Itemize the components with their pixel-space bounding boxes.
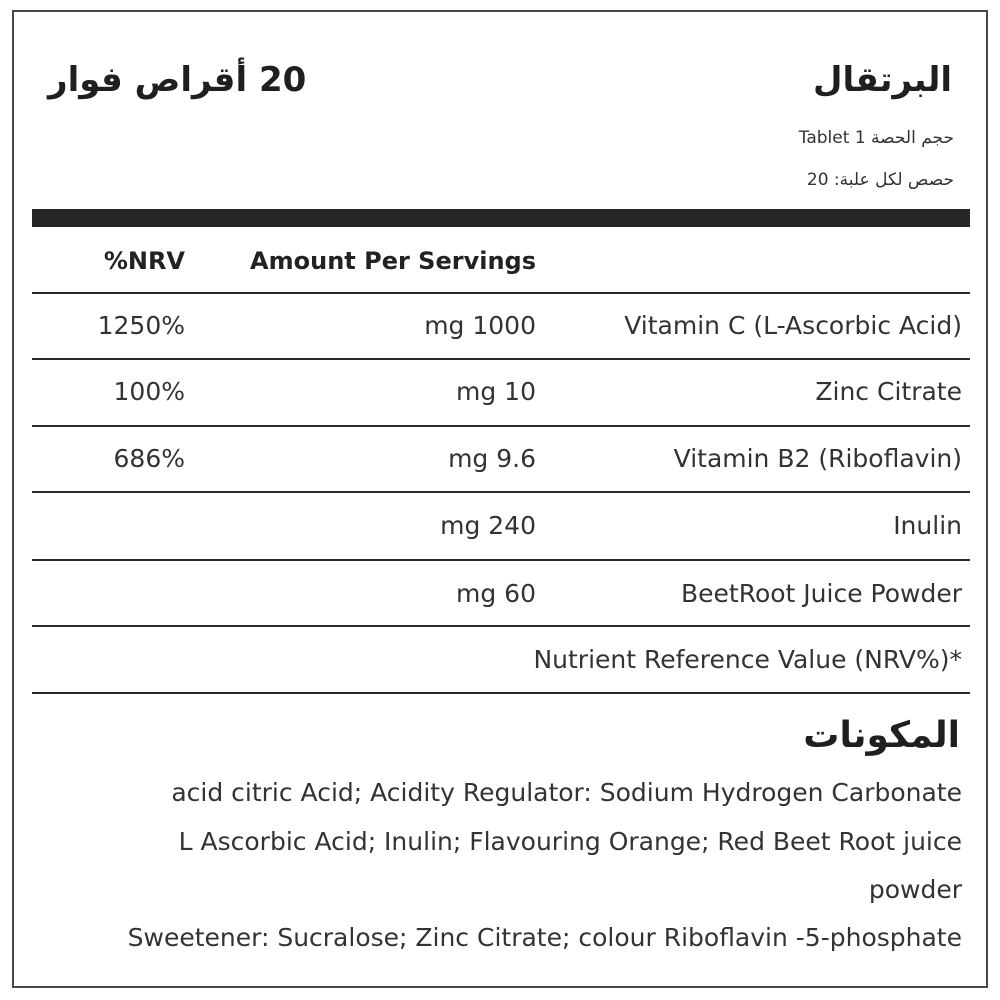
ingredients-line: L Ascorbic Acid; Inulin; Flavouring Orange; Red Beet Root juice — [178, 827, 962, 856]
table-row-nrv: 1250% — [97, 311, 185, 340]
ingredients-line: powder — [868, 875, 962, 904]
table-row-divider — [32, 491, 970, 493]
table-row-amount: mg 10 — [456, 377, 536, 406]
table-row-amount: mg 240 — [440, 511, 536, 540]
table-row-nutrient: Vitamin B2 (Riboflavin) — [673, 444, 962, 473]
ingredients-title: المكونات — [803, 715, 960, 756]
table-row-divider — [32, 425, 970, 427]
product-flavor-title: البرتقال — [813, 60, 952, 100]
table-row-amount: mg 9.6 — [448, 444, 536, 473]
serving-size: حجم الحصة 1 Tablet — [798, 128, 954, 148]
column-header-nrv: %NRV — [103, 247, 185, 275]
servings-per-container: حصص لكل علبة: 20 — [806, 170, 954, 190]
column-header-amount: Amount Per Servings — [250, 247, 536, 275]
product-count-title: 20 أقراص فوار — [48, 60, 307, 100]
nrv-footnote: Nutrient Reference Value (NRV%)* — [533, 645, 962, 674]
table-row-nutrient: Zinc Citrate — [815, 377, 962, 406]
table-bottom-divider — [32, 692, 970, 694]
table-row-divider — [32, 625, 970, 627]
table-row-nutrient: Inulin — [893, 511, 962, 540]
table-row-divider — [32, 292, 970, 294]
table-row-nutrient: BeetRoot Juice Powder — [681, 579, 962, 608]
table-row-amount: mg 60 — [456, 579, 536, 608]
ingredients-line: acid citric Acid; Acidity Regulator: Sodium Hydrogen Carbonate — [171, 778, 962, 807]
table-row-divider — [32, 559, 970, 561]
ingredients-line: Sweetener: Sucralose; Zinc Citrate; colour Riboflavin -5-phosphate — [127, 923, 962, 952]
table-row-nutrient: Vitamin C (L-Ascorbic Acid) — [624, 311, 962, 340]
table-row-divider — [32, 358, 970, 360]
table-row-nrv: 686% — [113, 444, 185, 473]
table-row-nrv: 100% — [113, 377, 185, 406]
header-divider-bar — [32, 209, 970, 227]
table-row-amount: mg 1000 — [424, 311, 536, 340]
